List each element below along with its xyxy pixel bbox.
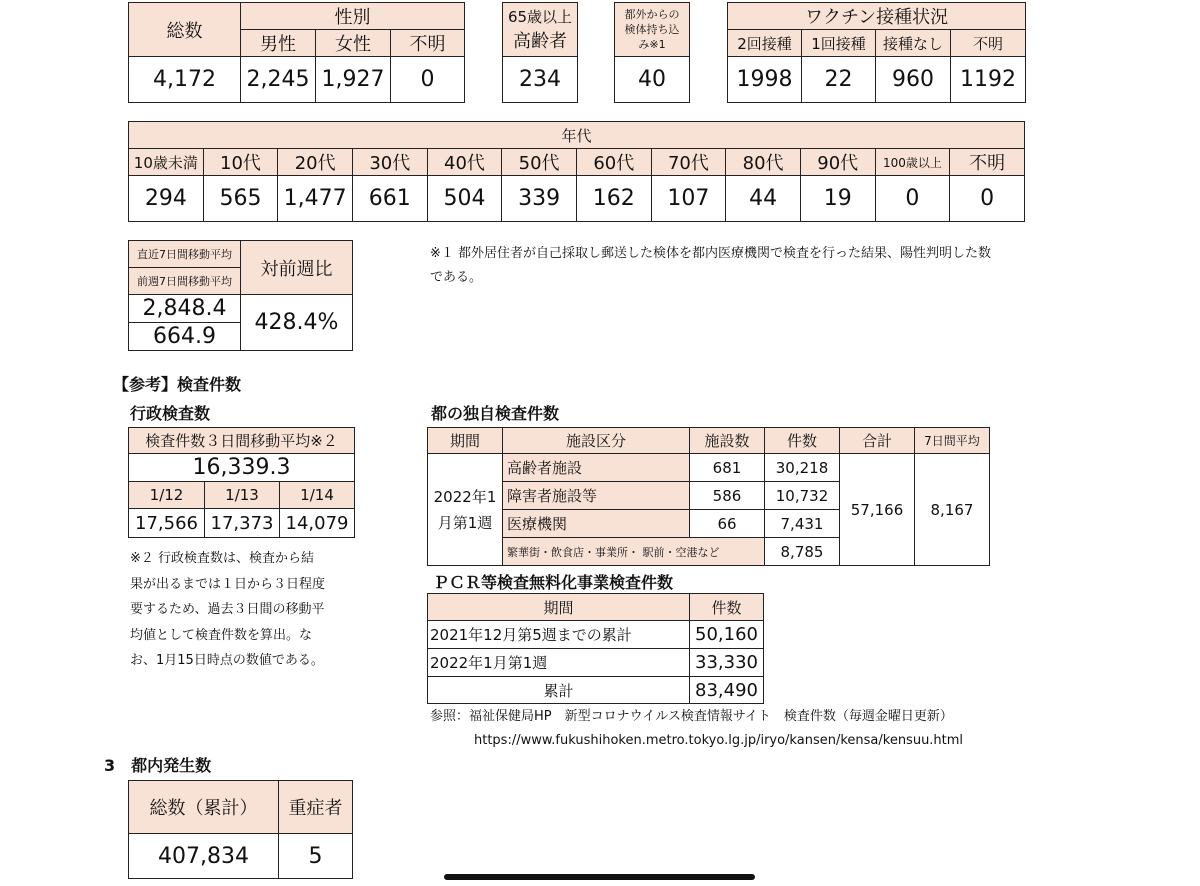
note1-line1: ※１ 都外居住者が自己採取し郵送した検体を都内医療機関で検査を行った結果、陽性判明した数 [430, 246, 992, 261]
vaccine-val-unknown: 1192 [951, 57, 1026, 103]
pcr-period: 2021年12月第5週までの累計 [428, 621, 690, 649]
pcr-header-period: 期間 [428, 594, 690, 621]
pcr-count: 50,160 [690, 621, 764, 649]
summary-gender-table [128, 2, 465, 103]
admin-val: 17,566 [129, 509, 205, 538]
age-col: 30代 [352, 149, 427, 176]
age-col: 70代 [651, 149, 726, 176]
tokyo-header: 7日間平均 [915, 428, 990, 454]
tokyo-header: 件数 [765, 428, 840, 454]
pcr-header-count: 件数 [690, 594, 764, 621]
vaccine-label: ワクチン接種状況 [728, 3, 1026, 30]
note2 [130, 546, 325, 674]
tokyo-count: 7,431 [765, 510, 840, 538]
section3-title: 3 都内発生数 [104, 756, 212, 775]
note2-line: 果が出るまでは１日から３日程度 [130, 576, 326, 592]
admin-header: 検査件数３日間移動平均※２ [129, 428, 355, 454]
tokyo-header: 施設数 [690, 428, 765, 454]
ratio-value: 428.4% [241, 295, 353, 351]
female-value: 1,927 [316, 57, 391, 103]
outside-label-line2: 検体持ち込 [624, 23, 680, 36]
total-value: 4,172 [129, 57, 241, 103]
tokyo-count: 10,732 [765, 482, 840, 510]
source-line1: 参照：福祉保健局HP 新型コロナウイルス検査情報サイト 検査件数（毎週金曜日更新） [430, 709, 953, 724]
age-val: 339 [502, 176, 577, 222]
age-col: 不明 [950, 149, 1025, 176]
age-val: 504 [427, 176, 502, 222]
outside-value: 40 [615, 57, 690, 103]
note1-line2: である。 [430, 270, 483, 285]
age-table [128, 121, 1025, 222]
admin-date: 1/14 [280, 482, 355, 509]
age-val: 44 [726, 176, 801, 222]
vaccine-col-none: 接種なし [876, 30, 951, 57]
vaccine-col-unknown: 不明 [951, 30, 1026, 57]
pcr-count: 33,330 [690, 649, 764, 677]
tokyo-total: 57,166 [840, 454, 915, 566]
age-val: 0 [875, 176, 950, 222]
vaccine-table [727, 2, 1026, 103]
source-line2: https://www.fukushihoken.metro.tokyo.lg.jp/iryo/kansen/kensa/kensuu.html [474, 733, 964, 748]
tokyo-count: 30,218 [765, 454, 840, 482]
tokyo-count: 8,785 [765, 538, 840, 566]
elderly-label-line2: 高齢者 [513, 31, 567, 52]
section3-table [128, 780, 353, 879]
ratio-label: 対前週比 [241, 241, 353, 295]
note2-line: 均値として検査件数を算出。な [130, 627, 313, 643]
male-label: 男性 [241, 30, 316, 57]
vaccine-val-1dose: 22 [802, 57, 876, 103]
recent-avg-label: 直近7日間移動平均 [129, 241, 241, 268]
severe-label: 重症者 [279, 781, 353, 834]
admin-date: 1/12 [129, 482, 205, 509]
total-label: 総数 [129, 3, 241, 57]
age-val: 107 [651, 176, 726, 222]
age-col: 10代 [203, 149, 278, 176]
age-col: 100歳以上 [875, 149, 950, 176]
age-label: 年代 [129, 122, 1025, 149]
age-col: 20代 [278, 149, 353, 176]
cumulative-total-label: 総数（累計） [129, 781, 279, 834]
note2-line: 要するため、過去３日間の移動平 [130, 602, 325, 617]
tokyo-header: 合計 [840, 428, 915, 454]
severe-value: 5 [279, 834, 353, 879]
age-val: 661 [352, 176, 427, 222]
vaccine-val-none: 960 [876, 57, 951, 103]
pcr-period: 累計 [428, 677, 690, 704]
home-indicator[interactable] [444, 874, 755, 880]
tokyo-avg7: 8,167 [915, 454, 990, 566]
prev-avg-value: 664.9 [129, 323, 241, 351]
pcr-period: 2022年1月第1週 [428, 649, 690, 677]
tokyo-table [427, 427, 990, 566]
note2-line: ※２ 行政検査数は、検査から結 [130, 551, 315, 566]
pcr-title: ＰＣＲ等検査無料化事業検査件数 [433, 573, 674, 592]
tokyo-cat: 高齢者施設 [503, 454, 690, 482]
age-val: 565 [203, 176, 278, 222]
tokyo-period-line2: 月第1週 [437, 513, 493, 532]
age-col: 90代 [800, 149, 875, 176]
pcr-table [427, 593, 764, 704]
elderly-table [502, 2, 578, 103]
age-col: 10歳未満 [129, 149, 204, 176]
tokyo-period-line1: 2022年1 [433, 487, 497, 506]
tokyo-header: 施設区分 [503, 428, 690, 454]
vaccine-val-2dose: 1998 [728, 57, 802, 103]
tokyo-num: 66 [690, 510, 765, 538]
admin-date: 1/13 [205, 482, 280, 509]
admin-val: 14,079 [280, 509, 355, 538]
admin-table [128, 427, 355, 538]
elderly-value: 234 [503, 57, 578, 103]
gender-label: 性別 [241, 3, 465, 30]
tokyo-num: 586 [690, 482, 765, 510]
tokyo-cat: 障害者施設等 [503, 482, 690, 510]
age-val: 0 [950, 176, 1025, 222]
outside-label-line3: み※1 [638, 38, 666, 51]
age-col: 80代 [726, 149, 801, 176]
moving-average-table [128, 240, 353, 351]
age-col: 40代 [427, 149, 502, 176]
age-val: 19 [800, 176, 875, 222]
tokyo-title: 都の独自検査件数 [431, 404, 560, 423]
tokyo-cat: 繁華街・飲食店・事業所・ 駅前・空港など [503, 538, 765, 566]
age-val: 1,477 [278, 176, 353, 222]
tokyo-cat: 医療機関 [503, 510, 690, 538]
age-val: 162 [576, 176, 651, 222]
tokyo-num: 681 [690, 454, 765, 482]
female-label: 女性 [316, 30, 391, 57]
prev-avg-label: 前週7日間移動平均 [129, 268, 241, 295]
vaccine-col-1dose: 1回接種 [802, 30, 876, 57]
recent-avg-value: 2,848.4 [129, 295, 241, 323]
elderly-label [503, 3, 578, 57]
gender-unknown-value: 0 [391, 57, 465, 103]
pcr-count: 83,490 [690, 677, 764, 704]
admin-title: 行政検査数 [130, 404, 211, 423]
tokyo-header: 期間 [428, 428, 503, 454]
male-value: 2,245 [241, 57, 316, 103]
outside-label [615, 3, 690, 57]
age-col: 50代 [502, 149, 577, 176]
outside-table [614, 2, 690, 103]
admin-val: 17,373 [205, 509, 280, 538]
tokyo-period [428, 454, 503, 566]
vaccine-col-2dose: 2回接種 [728, 30, 802, 57]
gender-unknown-label: 不明 [391, 30, 465, 57]
cumulative-total-value: 407,834 [129, 834, 279, 879]
outside-label-line1: 都外からの [624, 8, 680, 21]
elderly-label-line1: 65歳以上 [507, 8, 573, 26]
admin-avg: 16,339.3 [129, 454, 355, 482]
age-val: 294 [129, 176, 204, 222]
note2-line: お、1月15日時点の数値である。 [130, 653, 324, 668]
age-col: 60代 [576, 149, 651, 176]
reference-title: 【参考】検査件数 [113, 375, 242, 394]
